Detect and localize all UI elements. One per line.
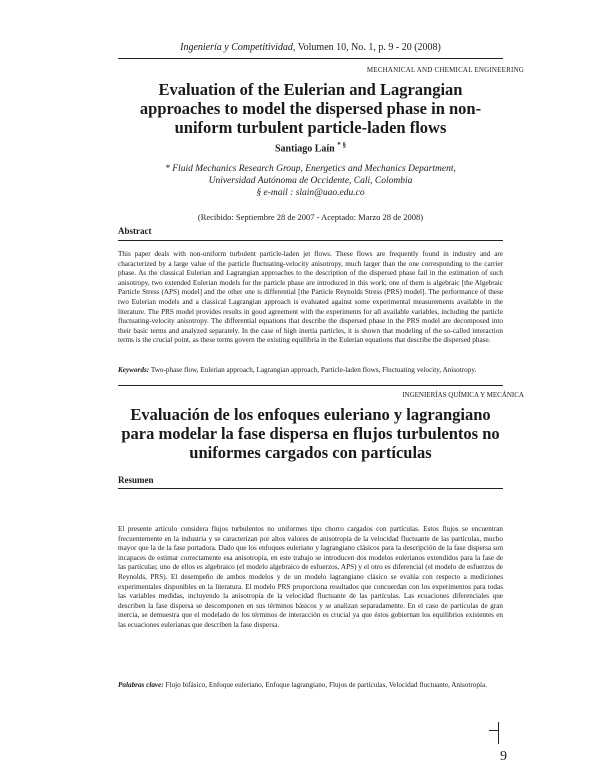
palabras-clave-label: Palabras clave: xyxy=(118,681,164,689)
abstract-rule xyxy=(118,240,503,241)
palabras-clave xyxy=(118,681,503,691)
abstract-text: This paper deals with non-uniform turbulent particle-laden jet flows. These flows are frequently found in industry and are characterized by a large value of the particle fluctuating-velocity anisotropy, much larger than the one corresponding to the carrier phase. As the classical Eulerian and Lagrangian approaches to the description of the dispersed phase fail in the estimation of such anisotropy, two extended Eulerian models for the particle phase are introduced in this work; one of them is algebraic [the Algebraic Particle Stress (APS) model] and the other one is differential [the Particle Reynolds Stress (PRS) model]. The performance of these two Eulerian models and a classical Lagrangian approach is evaluated against some experimental measurements available in the literature. The PRS model provides results in good agreement with the experiments for all available variables, including the particle fluctuating-velocity anisotropy. The differential equations that describe the dispersed phase in the PRS model are decomposed into their basic terms and analyzed separately. In the case of high inertia particles, it is shown that modeling of the so-called interaction terms is the crucial point, as these terms govern the existing equilibria in the Eulerian equations that describe the dispersed phase. xyxy=(118,250,503,345)
running-header xyxy=(118,42,503,53)
journal-citation: Volumen 10, No. 1, p. 9 - 20 (2008) xyxy=(297,42,441,53)
resumen-text: El presente artículo considera flujos turbulentos no uniformes tipo chorro cargados con partículas. Estos flujos se encuentran frecuentemente en la industria y se caracterizan por altos valores de anisotropía de la velocidad fluctuante de las partículas, mucho mayor que la de la fase portadora. Dado que los enfoques euleriano y lagrangiano clásicos para la descripción de la fase dispersa son incapaces de estimar correctamente esa anisotropía, en este trabajo se introducen dos modelos eulerianos extendidos para la fase de las partículas; uno de ellos es algebraico (el modelo algebraico de esfuerzos, APS) y el otro es diferencial (el modelo de esfuerzos de Reynolds, PRS). El desempeño de ambos modelos y de un modelo lagrangiano clásico se evalúa con respecto a mediciones experimentales disponibles en la literatura. El modelo PRS proporciona resultados que concuerdan con los experimentos para todas las variables medidas, incluyendo la anisotropía de la velocidad fluctuante de las partículas. Las ecuaciones diferenciales que describen la fase dispersa se descomponen en sus términos básicos y se analizan separadamente. En el caso de partículas de gran inercia, se demuestra que el modelado de los términos de interacción es crucial ya que éstos gobiernan los equilibrios existentes en las ecuaciones eulerianas que describen la fase dispersa. xyxy=(118,525,503,629)
paper-title-en: Evaluation of the Eulerian and Lagrangian approaches to model the dispersed phase in non-uniform turbulent particle-laden flows xyxy=(139,80,482,137)
keywords-label: Keywords: xyxy=(118,366,150,374)
author-name: Santiago Laín xyxy=(275,143,335,155)
keywords xyxy=(118,366,503,376)
page-number: 9 xyxy=(500,749,507,764)
affiliation xyxy=(118,163,503,199)
section-divider xyxy=(118,385,503,386)
section-tag-es: INGENIERÍAS QUÍMICA Y MECÁNICA xyxy=(402,391,524,399)
received-accepted-dates: (Recibido: Septiembre 28 de 2007 - Aceptado: Marzo 28 de 2008) xyxy=(197,212,424,222)
palabras-clave-text: Flujo bifásico, Enfoque euleriano, Enfoque lagrangiano, Flujos de partículas, Velocidad fluctuante, Anisotropía. xyxy=(165,681,487,689)
author-marks: * § xyxy=(337,141,346,149)
author xyxy=(118,141,503,154)
affiliation-email: § e-mail : slain@uao.edu.co xyxy=(256,188,365,198)
affiliation-line-2: Universidad Autónoma de Occidente, Cali, Colombia xyxy=(208,176,413,186)
page-corner-tick xyxy=(489,730,499,731)
affiliation-line-1: * Fluid Mechanics Research Group, Energetics and Mechanics Department, xyxy=(165,164,456,174)
resumen-heading: Resumen xyxy=(118,475,154,485)
section-tag-en: MECHANICAL AND CHEMICAL ENGINEERING xyxy=(366,66,524,74)
paper-title-es: Evaluación de los enfoques euleriano y lagrangiano para modelar la fase dispersa en flujos turbulentos no uniformes cargados con partículas xyxy=(121,405,500,462)
page-corner-rule xyxy=(498,722,499,744)
keywords-text: Two-phase flow, Eulerian approach, Lagrangian approach, Particle-laden flows, Fluctuating velocity, Anisotropy. xyxy=(150,366,477,374)
header-rule xyxy=(118,58,503,59)
abstract-heading: Abstract xyxy=(118,226,152,236)
journal-name: Ingeniería y Competitividad, xyxy=(180,42,296,53)
resumen-rule xyxy=(118,488,503,489)
